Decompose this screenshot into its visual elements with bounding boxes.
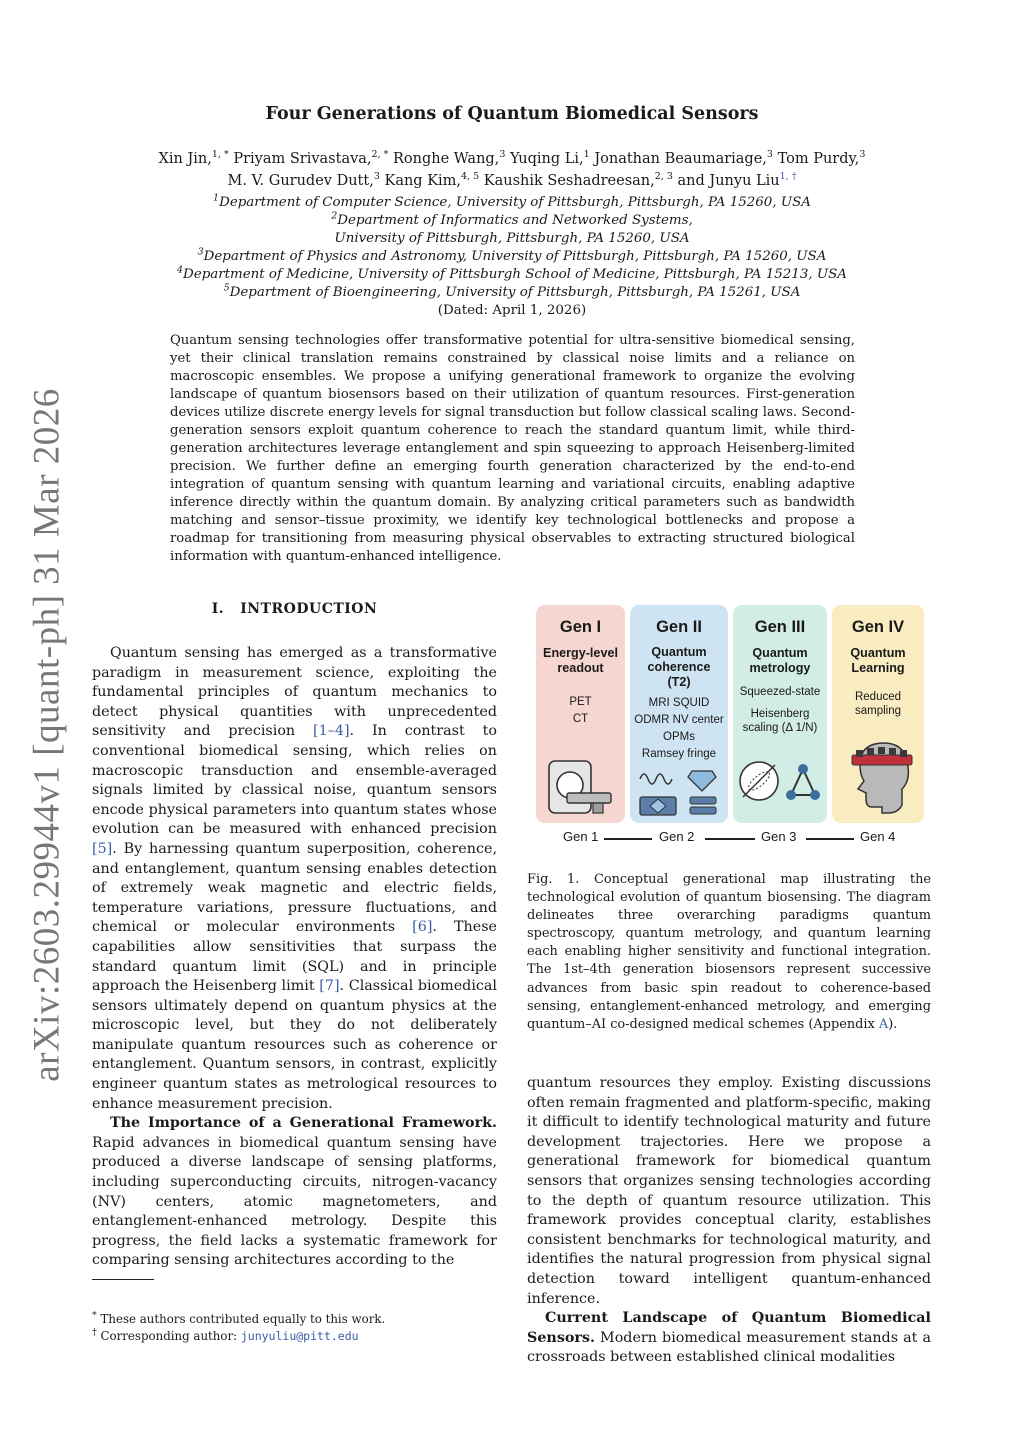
affiliation: $^5$Department of Bioengineering, University of Pittsburgh, Pittsburgh, PA 15261, USA <box>223 282 801 300</box>
paper-title: Four Generations of Quantum Biomedical Sensors <box>265 104 759 124</box>
paragraph: quantum resources they employ. Existing discussions often remain fragmented and platform-specific, making it difficult to identify technological maturity and future development trajectories. Here we propose a generational framework for biomedical quantum sensors that organizes sensing technologies according to the depth of quantum resource utilization. This framework provides conceptual clarity, establishes consistent benchmarks for technological maturity, and identifies the natural progression from physical signal detection toward intelligent quantum-enhanced inference. <box>527 1075 931 1307</box>
head-sensor-helmet-icon <box>842 735 918 819</box>
timeline-label: Gen 2 <box>659 829 695 844</box>
footnote: * These authors contributed equally to this work. <box>92 1310 386 1326</box>
timeline-label: Gen 1 <box>563 829 599 844</box>
author: M. V. Gurudev Dutt,$^3$ <box>227 171 380 189</box>
appendix-link[interactable]: A <box>878 1016 889 1032</box>
email-link[interactable]: junyuliu@pitt.edu <box>240 1329 359 1343</box>
paragraph: The Importance of a Generational Framework. Rapid advances in biomedical quantum sensing have produced a diverse landscape of sensing platforms, including superconducting circuits, nitrogen-vacancy (NV) centers, atomic magnetometers, and entanglement-enhanced metrology. Despite this progress, the field lacks a systematic framework for comparing sensing architectures according to the <box>92 1115 497 1269</box>
arxiv-id: arXiv:2603.29944v1 [quant-ph] 31 Mar 2026 <box>26 388 68 1082</box>
citation-link[interactable]: [5] <box>92 840 113 857</box>
author-list <box>150 148 874 192</box>
author: Kaushik Seshadreesan,$^{2, 3}$ <box>483 171 673 189</box>
gen-subtitle: Quantum Learning <box>850 646 906 675</box>
author: Xin Jin,$^{1, *}$ <box>158 149 229 167</box>
gen-title: Gen I <box>559 618 602 636</box>
citation-link[interactable]: [1–4] <box>313 723 350 740</box>
gen1-panel: Gen I Energy-level readout PET CT <box>536 605 625 823</box>
gen-title: Gen IV <box>851 618 905 636</box>
paragraph: Current Landscape of Quantum Biomedical Sensors. Modern biomedical measurement stands at a crossroads between established clinical modalities <box>527 1310 931 1366</box>
gen-subtitle: Energy-level readout <box>543 646 618 675</box>
footnote-rule <box>92 1279 154 1280</box>
intro-right-column <box>527 1074 931 1368</box>
footnote: † Corresponding author: junyuliu@pitt.edu <box>92 1327 359 1343</box>
citation-link[interactable]: [7] <box>319 978 340 995</box>
caption-label: Fig. 1. <box>527 872 580 887</box>
affiliation: $^1$Department of Computer Science, University of Pittsburgh, Pittsburgh, PA 15260, USA <box>213 192 811 210</box>
affiliation: $^3$Department of Physics and Astronomy, University of Pittsburgh, Pittsburgh, PA 15260, USA <box>197 246 827 264</box>
ct-scanner-icon <box>545 755 615 819</box>
author: Kang Kim,$^{4, 5}$ <box>384 171 480 189</box>
affiliation: $^2$Department of Informatics and Networked Systems, <box>331 210 693 228</box>
abstract: Quantum sensing technologies offer transformative potential for ultra-sensitive biomedical sensing, yet their clinical translation remains constrained by classical noise limits and a reliance on macroscopic ensembles. We propose a unifying generational framework to organize the evolving landscape of quantum biosensors based on their utilization of quantum resources. First-generation devices utilize discrete energy levels for signal transduction but follow classical scaling laws. Second-generation sensors exploit quantum coherence to reach the standard quantum limit, while third-generation architectures leverage entanglement and spin squeezing to approach Heisenberg-limited precision. We further define an emerging fourth generation characterized by the end-to-end integration of quantum sensing with quantum learning and variational circuits, enabling adaptive inference directly within the quantum domain. By analyzing critical parameters such as bandwidth matching and sensor–tissue proximity, we identify key technological bottlenecks and propose a roadmap for transitioning from measuring physical observables to extracting structured biological information with quantum-enhanced intelligence. <box>170 333 855 564</box>
affiliation: University of Pittsburgh, Pittsburgh, PA 15260, USA <box>334 231 690 246</box>
generation-timeline <box>536 829 924 849</box>
timeline-label: Gen 4 <box>860 829 896 844</box>
author: Yuqing Li,$^1$ <box>509 149 590 167</box>
gen3-panel: Gen III Quantum metrology Squeezed-state Heisenberg scaling (Δ 1/N) <box>733 605 827 823</box>
gen2-panel: Gen II Quantum coherence (T2) MRI SQUID ODMR NV center OPMs Ramsey fringe <box>630 605 728 823</box>
intro-left-column <box>92 644 497 1271</box>
footnotes <box>92 1311 497 1345</box>
author: and Junyu Liu$^{1, \dagger}$ <box>677 171 797 189</box>
gen-title: Gen II <box>656 618 702 636</box>
gen-subtitle: Quantum metrology <box>749 646 811 675</box>
affiliations <box>120 194 904 320</box>
author: Jonathan Beaumariage,$^3$ <box>594 149 773 167</box>
squeezed-state-icon <box>735 753 825 809</box>
gen-title: Gen III <box>754 618 806 636</box>
section-heading: I. INTRODUCTION <box>211 601 378 617</box>
run-in-heading: Current Landscape of Quantum Biomedical Sensors. <box>527 1310 931 1346</box>
run-in-heading: The Importance of a Generational Framework. <box>110 1115 497 1132</box>
citation-link[interactable]: [6] <box>412 919 433 936</box>
affiliation: $^4$Department of Medicine, University of Pittsburgh School of Medicine, Pittsburgh, PA 15213, USA <box>177 264 847 282</box>
dated: (Dated: April 1, 2026) <box>437 303 587 318</box>
author: Priyam Srivastava,$^{2, *}$ <box>233 149 389 167</box>
timeline-label: Gen 3 <box>761 829 797 844</box>
figure-1 <box>536 605 924 849</box>
gen-subtitle: Quantum coherence (T2) <box>647 645 711 689</box>
figure-caption: Fig. 1. Conceptual generational map illustrating the technological evolution of quantum biosensing. The diagram delineates three overarching paradigms quantum spectroscopy, quantum metrology, and quantum learning each enabling higher sensitivity and functional integration. The 1st–4th generation biosensors represent successive advances from basic spin readout to coherence-based sensing, entanglement-enhanced metrology, and emerging quantum–AI co-designed medical schemes (Appendix A). <box>527 872 931 1032</box>
author: Ronghe Wang,$^3$ <box>392 149 506 167</box>
sensor-icons <box>634 767 724 823</box>
paragraph: Quantum sensing has emerged as a transformative paradigm in measurement science, exploiting the fundamental principles of quantum mechanics to detect physical quantities with unprecedented sensitivity and precision [1–4]. In contrast to conventional biomedical sensing, which relies on macroscopic transduction and ensemble-averaged signals limited by classical noise, quantum sensors encode physical parameters into quantum states whose evolution can be measured with enhanced precision [5]. By harnessing quantum superposition, coherence, and entanglement, quantum sensing enables detection of extremely weak magnetic and electric fields, temperature variations, pressure fluctuations, and chemical or molecular environments [6]. These capabilities allow sensitivities that surpass the standard quantum limit (SQL) and in principle approach the Heisenberg limit [7]. Classical biomedical sensors ultimately depend on quantum physics at the microscopic level, but they do not deliberately manipulate quantum resources such as coherence or entanglement. Quantum sensors, in contrast, explicitly engineer quantum states as metrological resources to enhance measurement precision. <box>92 645 497 1112</box>
author: Tom Purdy,$^3$ <box>777 149 866 167</box>
arxiv-sidebar-stamp <box>16 388 78 1082</box>
gen4-panel: Gen IV Quantum Learning Reduced sampling <box>832 605 924 823</box>
